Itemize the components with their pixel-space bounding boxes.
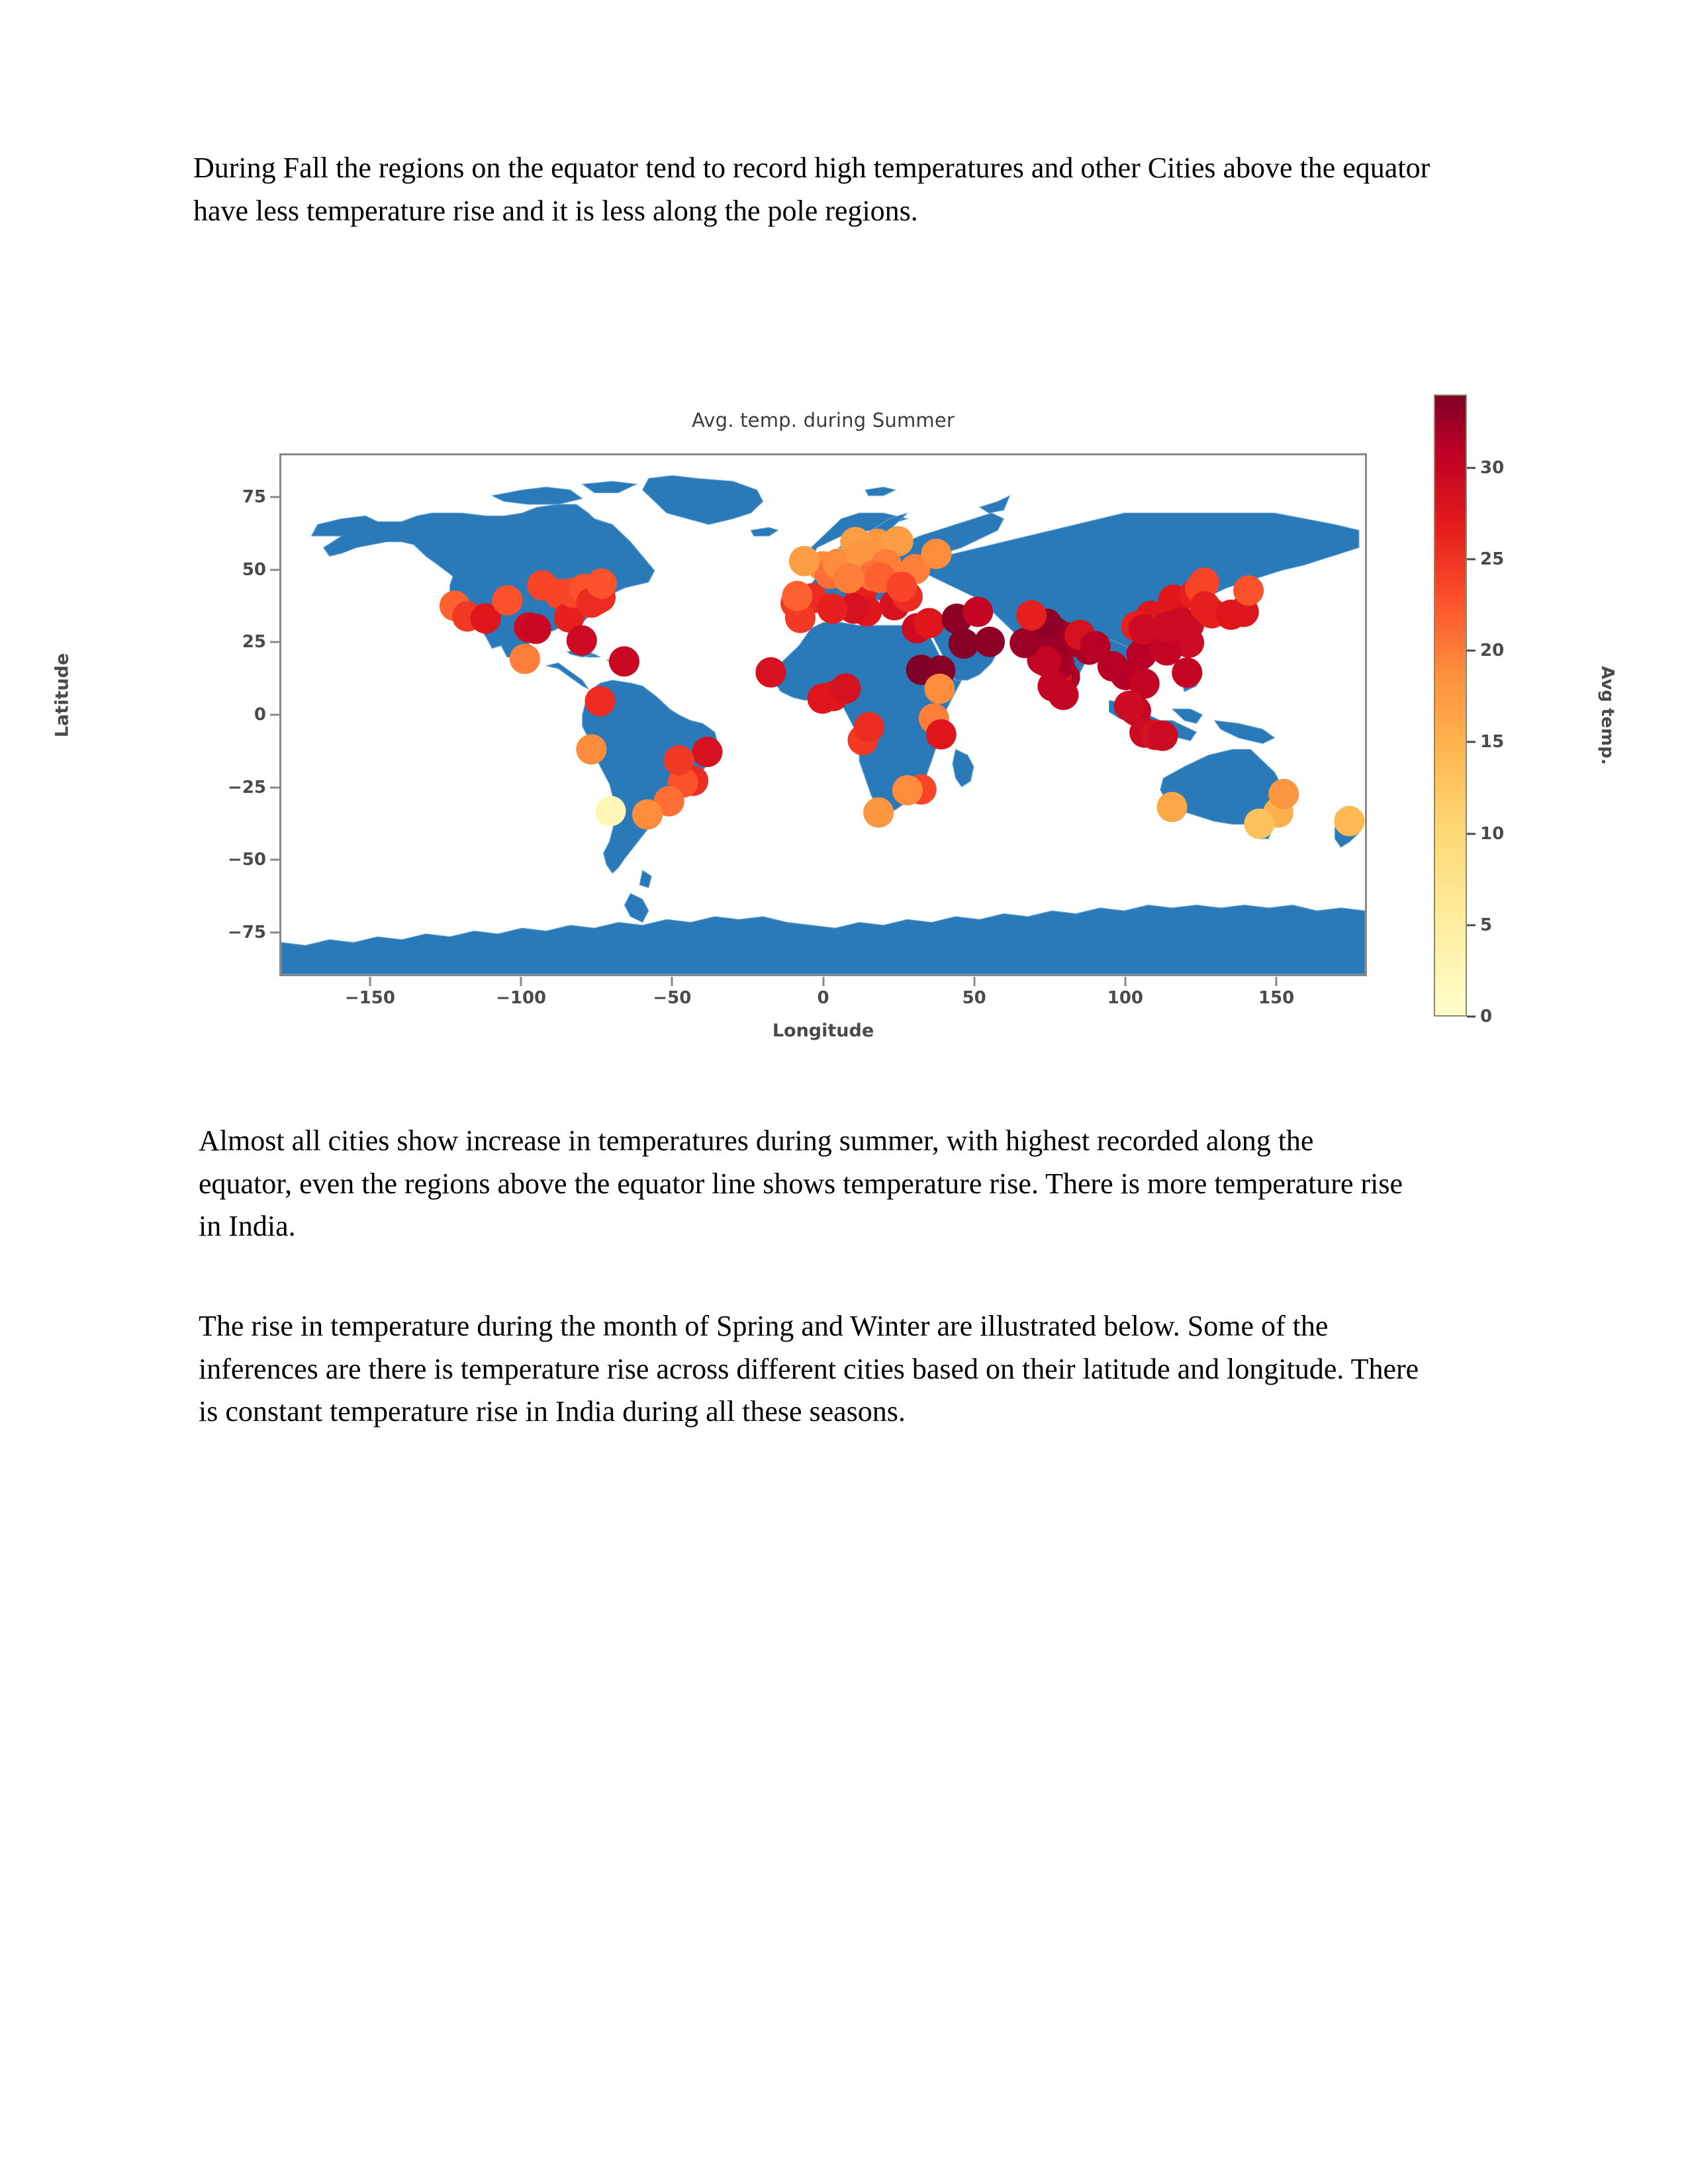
scatter-point — [924, 674, 955, 704]
scatter-point — [886, 572, 917, 602]
scatter-point — [632, 799, 663, 830]
y-tick-mark — [270, 786, 279, 788]
scatter-point — [782, 581, 812, 612]
x-tick-mark — [822, 977, 824, 986]
colorbar-tick-label: 20 — [1480, 641, 1505, 661]
plot-area — [279, 453, 1367, 976]
scatter-point — [818, 594, 848, 624]
colorbar-tick-mark — [1467, 833, 1476, 835]
y-tick-mark — [270, 859, 279, 861]
scatter-point — [521, 614, 551, 644]
x-axis-label: Longitude — [772, 1021, 874, 1041]
x-tick-mark — [671, 977, 673, 986]
scatter-point — [921, 539, 951, 569]
y-tick-mark — [270, 569, 279, 570]
scatter-point — [595, 796, 626, 827]
scatter-point — [567, 625, 597, 656]
x-tick-label: 0 — [817, 988, 829, 1008]
y-tick-label: −25 — [228, 777, 266, 797]
x-tick-label: −100 — [496, 988, 547, 1008]
x-tick-label: −50 — [653, 988, 692, 1008]
x-tick-mark — [1124, 977, 1126, 986]
scatter-point — [914, 608, 945, 639]
x-tick-label: 100 — [1107, 988, 1144, 1008]
scatter-point — [831, 673, 861, 704]
scatter-point — [585, 686, 616, 717]
colorbar-tick-label: 30 — [1480, 457, 1505, 478]
scatter-point — [1114, 691, 1145, 721]
x-tick-mark — [1276, 977, 1278, 986]
y-tick-label: 50 — [242, 559, 266, 580]
scatter-point — [1016, 600, 1047, 631]
y-tick-label: 0 — [254, 705, 266, 725]
scatter-point — [755, 657, 786, 688]
scatter-point — [576, 734, 606, 764]
colorbar-tick-label: 5 — [1480, 915, 1493, 935]
colorbar-label: Avg temp. — [1597, 666, 1617, 765]
scatter-point — [664, 745, 694, 776]
x-tick-label: −150 — [344, 988, 395, 1008]
y-tick-mark — [270, 932, 279, 934]
y-tick-mark — [270, 496, 279, 498]
x-tick-mark — [369, 977, 371, 986]
scatter-point — [1334, 806, 1364, 837]
landmasses — [281, 475, 1365, 974]
scatter-point — [892, 775, 923, 805]
colorbar-gradient — [1434, 394, 1467, 1017]
scatter-point — [586, 569, 617, 599]
colorbar-tick-mark — [1467, 741, 1476, 743]
chart-title: Avg. temp. during Summer — [691, 409, 955, 432]
scatter-point — [863, 797, 894, 828]
colorbar-tick-mark — [1467, 558, 1476, 560]
x-tick-label: 50 — [962, 988, 986, 1008]
scatter-point — [962, 597, 993, 627]
world-map-svg — [281, 455, 1365, 974]
scatter-point — [1157, 792, 1188, 822]
figure-avg-temp-summer-map — [0, 384, 1688, 1052]
scatter-point — [1233, 575, 1264, 606]
y-tick-label: 75 — [242, 486, 266, 507]
scatter-point — [949, 628, 979, 659]
scatter-point — [1048, 680, 1078, 710]
y-tick-mark — [270, 714, 279, 716]
scatter-point — [510, 644, 540, 674]
paragraph-summer-summary: Almost all cities show increase in temperatures during summer, with highest recorded along the equator, even the regions above the equator line shows temperature rise. There is more temperature rise in India. — [199, 1124, 1403, 1243]
scatter-point — [1244, 809, 1274, 839]
x-tick-label: 150 — [1258, 988, 1295, 1008]
scatter-point — [1268, 779, 1299, 809]
scatter-point — [492, 585, 522, 615]
y-tick-mark — [270, 641, 279, 643]
scatter-point — [609, 646, 639, 676]
scatter-point — [833, 563, 864, 594]
scatter-point — [1147, 721, 1178, 751]
scatter-point — [1009, 628, 1040, 659]
y-axis-label: Latitude — [52, 653, 73, 738]
colorbar-tick-mark — [1467, 467, 1476, 469]
x-tick-mark — [973, 977, 975, 986]
scatter-point — [974, 627, 1005, 657]
paragraph-intro-fall: During Fall the regions on the equator tend to record high temperatures and other Cities above the equator have less temperature rise and it is less along the pole regions. — [193, 152, 1430, 227]
colorbar-tick-mark — [1467, 650, 1476, 652]
colorbar-tick-mark — [1467, 1016, 1476, 1018]
y-tick-label: −50 — [228, 850, 266, 870]
colorbar-tick-mark — [1467, 924, 1476, 926]
colorbar-tick-label: 0 — [1480, 1007, 1493, 1026]
scatter-point — [692, 737, 722, 767]
y-tick-label: 25 — [242, 632, 266, 653]
colorbar-tick-label: 10 — [1480, 823, 1505, 844]
colorbar-tick-label: 25 — [1480, 549, 1505, 569]
scatter-point — [789, 546, 820, 576]
paragraph-spring-winter-intro: The rise in temperature during the month of Spring and Winter are illustrated below. Some of the inferences are there is temperature rise across different cities based on their latitude and longitude. There is constant temperature rise in India during all these seasons. — [199, 1310, 1419, 1428]
y-tick-label: −75 — [228, 923, 266, 943]
scatter-point — [1216, 600, 1246, 630]
scatter-point — [854, 712, 884, 743]
scatter-point — [926, 719, 957, 750]
colorbar — [1434, 394, 1617, 1026]
x-tick-mark — [520, 977, 522, 986]
colorbar-tick-label: 15 — [1480, 732, 1505, 752]
